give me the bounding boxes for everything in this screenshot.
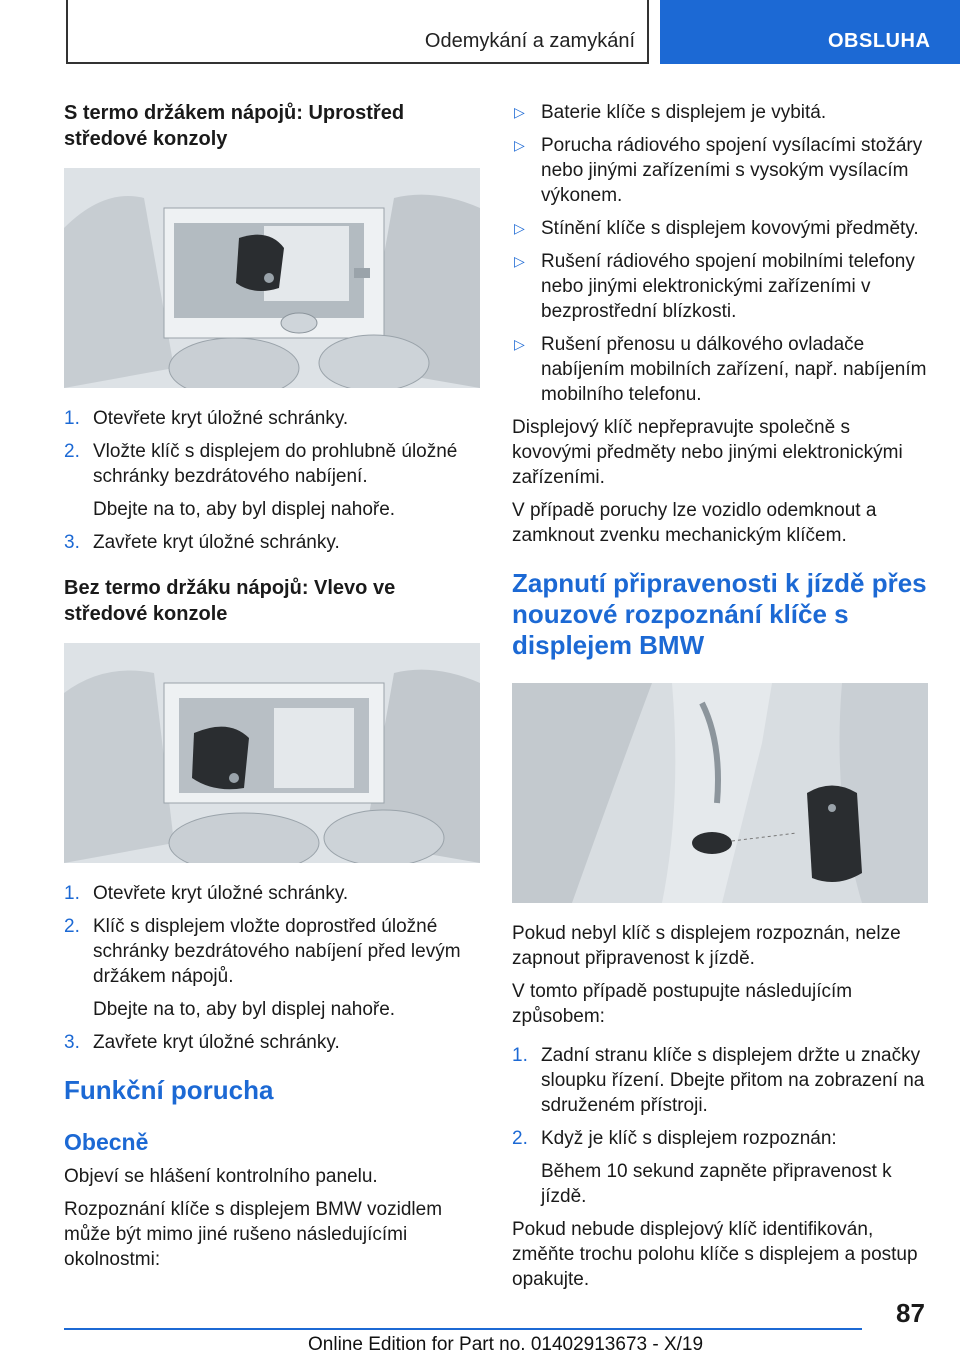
paragraph: V případě poruchy lze vozidlo odemknout a zamknout zvenku mechanickým klíčem. [512,500,877,546]
left-column [64,100,484,1280]
list-item: 1. Zadní stranu klíče s displejem držte u značky sloupku řízení. Dbejte přitom na zobrazení na sdruženém přístroji. [512,1045,925,1116]
list-item: ▷ Stínění klíče s displejem kovovými předměty. [514,218,919,239]
triangle-bullet-icon: ▷ [514,253,525,269]
heading-malfunction: Funkční porucha [64,1075,274,1105]
section-title: Odemykání a zamykání [424,30,635,52]
causes-list [512,100,932,407]
page-number: 87 [896,1298,925,1328]
list-item: 1. Otevřete kryt úložné schránky. [64,408,349,429]
chapter-title: OBSLUHA [828,30,931,52]
paragraph: Objeví se hlášení kontrolního panelu. [64,1166,378,1187]
triangle-bullet-icon: ▷ [514,137,525,153]
edition-line: Online Edition for Part no. 01402913673 - X/19 [308,1334,704,1355]
running-header-section [66,0,649,64]
step-note: Dbejte na to, aby byl displej nahoře. [93,999,396,1020]
steering-column-figure [512,683,928,903]
list-item: 2. Klíč s displejem vložte doprostřed úložné schránky bezdrátového nabíjení před levým držákem nápojů. Dbejte na to, aby byl displej nahoře. [64,914,484,1022]
paragraph: Pokud nebude displejový klíč identifikován, změňte trochu polohu klíče s displejem a postup opakujte. [512,1219,918,1290]
paragraph: Rozpoznání klíče s displejem BMW vozidlem může být mimo jiné rušeno následujícími okolnostmi: [64,1199,443,1270]
steps-list-1 [64,406,484,555]
heading-emergency-detection: Zapnutí připravenosti k jízdě přes nouzové rozpoznání klíče s displejem BMW [512,568,927,660]
list-item: 2. Když je klíč s displejem rozpoznán: Během 10 sekund zapněte připravenost k jízdě. [512,1126,932,1209]
triangle-bullet-icon: ▷ [514,104,525,120]
heading-general: Obecně [64,1129,149,1155]
subheading-without-holder: Bez termo držáku nápojů: Vlevo ve středové konzole [64,577,396,625]
console-figure-center [64,168,480,388]
step-note: Během 10 sekund zapněte připravenost k jízdě. [541,1161,892,1207]
console-figure-left [64,643,480,863]
list-item: ▷ Rušení přenosu u dálkového ovladače nabíjením mobilních zařízení, např. nabíjením mobilního telefonu. [514,334,927,405]
subheading-with-holder: S termo držákem nápojů: Uprostřed středové konzoly [64,102,405,150]
right-column [512,100,932,1300]
list-item: 2. Vložte klíč s displejem do prohlubně úložné schránky bezdrátového nabíjení. Dbejte na to, aby byl displej nahoře. [64,439,484,522]
paragraph: Pokud nebyl klíč s displejem rozpoznán, nelze zapnout připravenost k jízdě. [512,923,901,969]
triangle-bullet-icon: ▷ [514,220,525,236]
paragraph: Displejový klíč nepřepravujte společně s kovovými předměty nebo jinými elektronickými zařízeními. [512,417,903,488]
triangle-bullet-icon: ▷ [514,336,525,352]
steps-list-3 [512,1043,932,1209]
list-item: ▷ Rušení rádiového spojení mobilními telefony nebo jinými elektronickými zařízeními v bezprostřední blízkosti. [514,251,915,322]
list-item: ▷ Baterie klíče s displejem je vybitá. [514,102,827,123]
chapter-tab [660,0,960,64]
list-item: 1. Otevřete kryt úložné schránky. [64,883,349,904]
footer-rule [64,1328,862,1330]
list-item: 3. Zavřete kryt úložné schránky. [64,532,340,553]
steps-list-2 [64,881,484,1055]
paragraph: V tomto případě postupujte následujícím způsobem: [512,981,853,1027]
list-item: ▷ Porucha rádiového spojení vysílacími stožáry nebo jinými zařízeními s vysokým vysílacím výkonem. [514,135,923,206]
step-note: Dbejte na to, aby byl displej nahoře. [93,499,396,520]
list-item: 3. Zavřete kryt úložné schránky. [64,1032,340,1053]
